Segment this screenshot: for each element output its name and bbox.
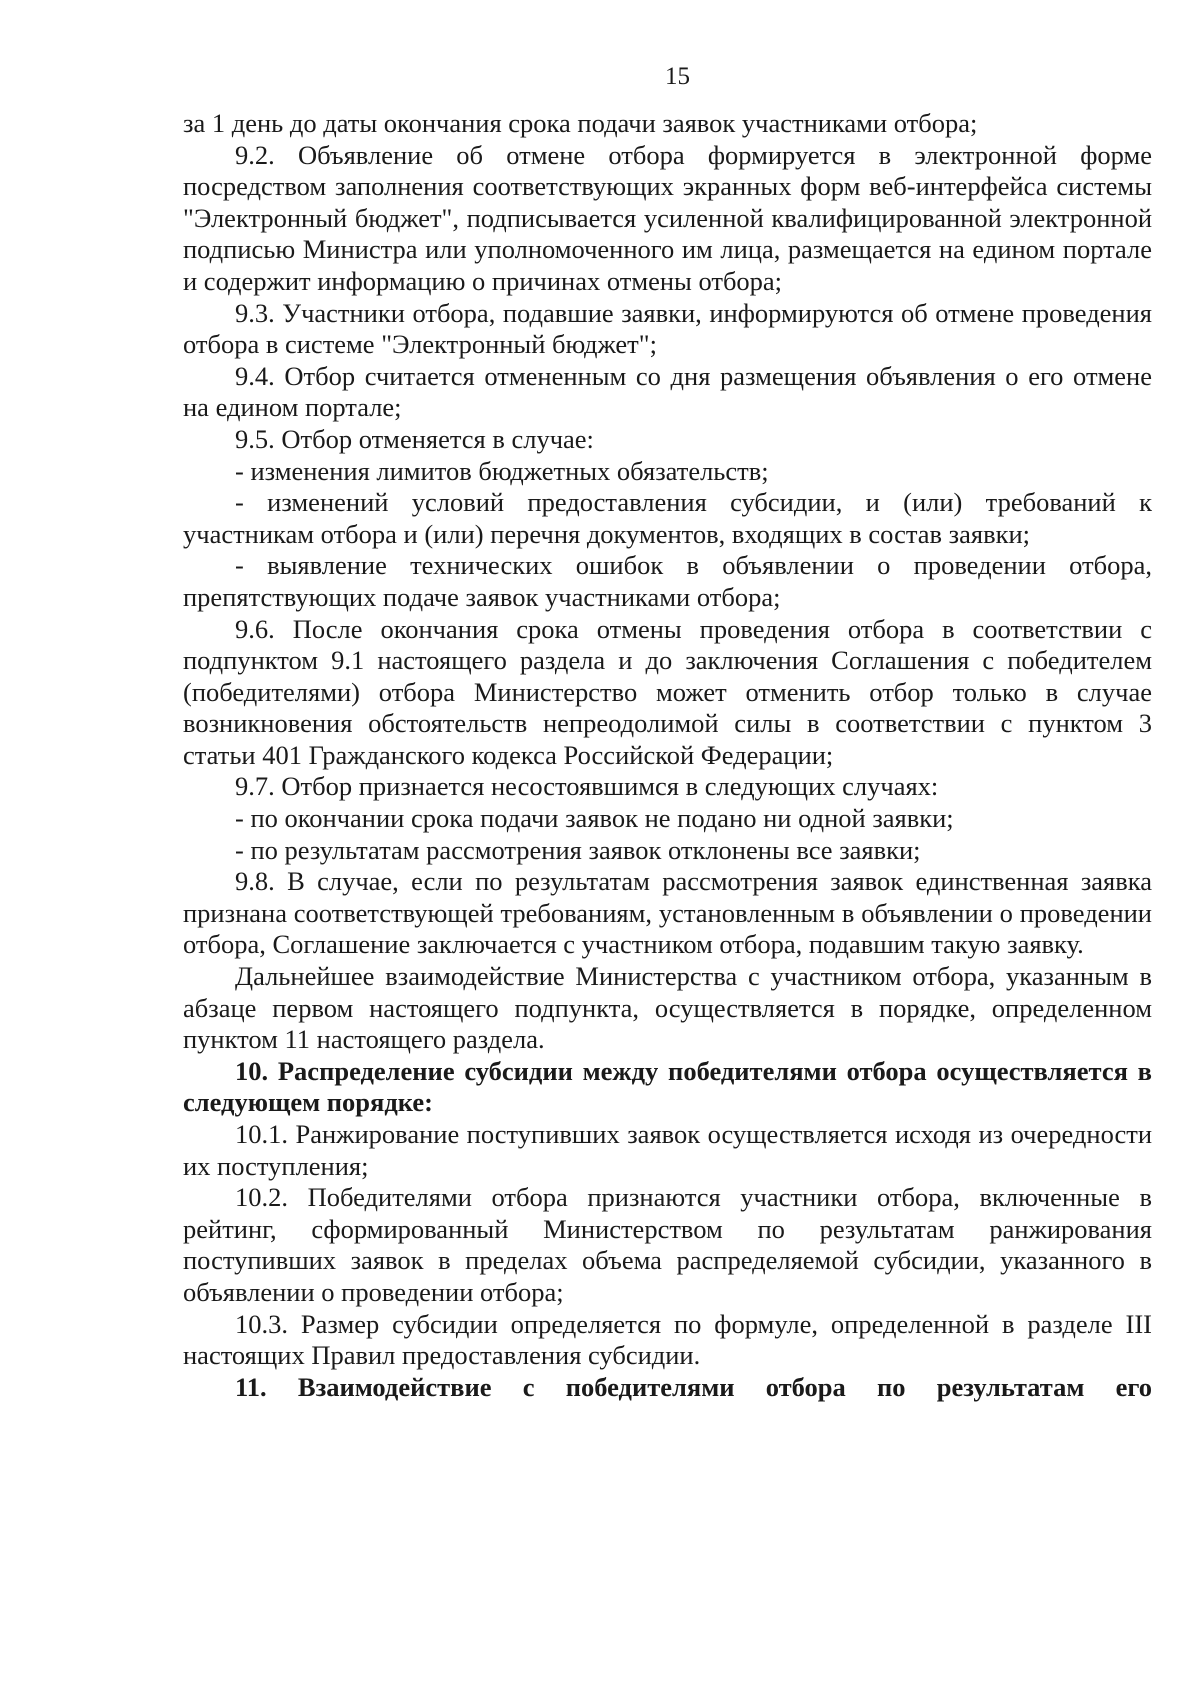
paragraph-9-8-continued: Дальнейшее взаимодействие Министерства с участником отбора, указанным в абзаце первом настоящего подпункта, осуществляется в порядке, определенном пунктом 11 настоящего раздела. <box>183 961 1152 1055</box>
list-item-9-7-b: - по результатам рассмотрения заявок отклонены все заявки; <box>235 834 921 865</box>
paragraph-9-2: 9.2. Объявление об отмене отбора формируется в электронной форме посредством заполнения соответствующих экранных форм веб-интерфейса системы "Электронный бюджет", подписывается усиленной квалифицированной электронной подписью Министра или уполномоченного им лица, размещается на едином портале и содержит информацию о причинах отмены отбора; <box>183 139 1152 296</box>
paragraph-10-1: 10.1. Ранжирование поступивших заявок осуществляется исходя из очередности их поступления; <box>183 1119 1152 1181</box>
page-number: 15 <box>665 63 690 90</box>
list-item-9-5-b: - изменений условий предоставления субсидии, и (или) требований к участникам отбора и (или) перечня документов, входящих в состав заявки; <box>183 487 1152 549</box>
paragraph-9-4: 9.4. Отбор считается отмененным со дня размещения объявления о его отмене на едином портале; <box>183 360 1152 423</box>
paragraph-continuation: за 1 день до даты окончания срока подачи заявок участниками отбора; <box>183 108 978 138</box>
section-heading-11: 11. Взаимодействие с победителями отбора по результатам его <box>235 1371 1152 1402</box>
list-item-9-7-a: - по окончании срока подачи заявок не подано ни одной заявки; <box>235 803 954 834</box>
paragraph-9-3: 9.3. Участники отбора, подавшие заявки, информируются об отмене проведения отбора в системе "Электронный бюджет"; <box>183 297 1152 360</box>
paragraph-9-8: 9.8. В случае, если по результатам рассмотрения заявок единственная заявка признана соответствующей требованиям, установленным в объявлении о проведении отбора, Соглашение заключается с участником отбора, подавшим такую заявку. <box>183 866 1152 960</box>
list-item-9-5-c: - выявление технических ошибок в объявлении о проведении отбора, препятствующих подаче заявок участниками отбора; <box>183 550 1152 612</box>
section-heading-10: 10. Распределение субсидии между победителями отбора осуществляется в следующем порядке: <box>183 1055 1152 1118</box>
paragraph-9-5: 9.5. Отбор отменяется в случае: <box>235 423 594 454</box>
paragraph-9-6: 9.6. После окончания срока отмены проведения отбора в соответствии с подпунктом 9.1 настоящего раздела и до заключения Соглашения с победителем (победителями) отбора Министерство может отменить отбор только в случае возникновения обстоятельств непреодолимой силы в соответствии с пунктом 3 статьи 401 Гражданского кодекса Российской Федерации; <box>183 613 1152 770</box>
list-item-9-5-a: - изменения лимитов бюджетных обязательств; <box>235 455 769 486</box>
paragraph-10-2: 10.2. Победителями отбора признаются участники отбора, включенные в рейтинг, сформированный Министерством по результатам ранжирования поступивших заявок в пределах объема распределяемой субсидии, указанного в объявлении о проведении отбора; <box>183 1182 1152 1307</box>
paragraph-9-7: 9.7. Отбор признается несостоявшимся в следующих случаях: <box>235 771 939 802</box>
paragraph-10-3: 10.3. Размер субсидии определяется по формуле, определенной в разделе III настоящих Правил предоставления субсидии. <box>183 1308 1152 1371</box>
